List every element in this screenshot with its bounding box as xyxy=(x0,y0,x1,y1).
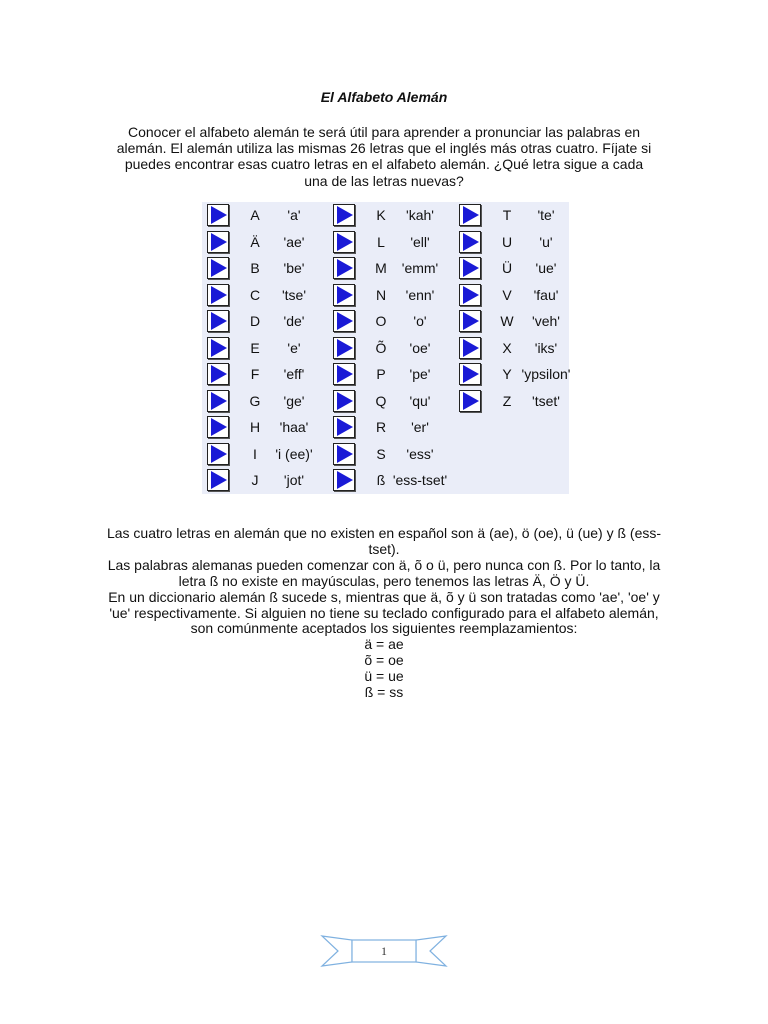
play-audio-button[interactable] xyxy=(333,284,355,306)
play-icon xyxy=(463,392,479,410)
alphabet-entry xyxy=(328,310,444,337)
alphabet-entry xyxy=(328,231,444,258)
letter-pronunciation: 'u' xyxy=(539,233,553,250)
alphabet-entry xyxy=(202,310,318,337)
play-audio-button[interactable] xyxy=(207,310,229,332)
alphabet-letter: B xyxy=(250,260,260,276)
play-icon xyxy=(337,339,353,357)
letter-pronunciation: 'o' xyxy=(413,313,427,329)
intro-paragraph: Conocer el alfabeto alemán te será útil para aprender a pronunciar las palabras en alemán. El alemán utiliza las mismas 26 letras que el inglés más otras cuatro. Fíjate si puedes encontrar esas cuatro letras en el alfabeto alemán. ¿Qué letra sigue a cada una de las letras nuevas? xyxy=(116,124,652,189)
alphabet-letter: W xyxy=(500,313,514,329)
alphabet-letter: F xyxy=(250,366,260,382)
play-audio-button[interactable] xyxy=(207,257,229,279)
alphabet-entry xyxy=(202,257,318,284)
play-icon xyxy=(337,365,353,383)
letter-pronunciation: 'ess' xyxy=(406,445,434,462)
play-audio-button[interactable] xyxy=(207,363,229,385)
play-audio-button[interactable] xyxy=(459,310,481,332)
alphabet-entry xyxy=(328,390,444,417)
page-number: 1 xyxy=(381,944,387,958)
play-icon xyxy=(211,445,227,463)
play-icon xyxy=(211,206,227,224)
body-paragraph: En un diccionario alemán ß sucede s, mientras que ä, õ y ü son tratadas como 'ae', 'oe' y 'ue' respectivamente. Si alguien no tiene su teclado configurado para el alfabeto alemán, son comúnmente aceptados los siguientes reemplazamientos: xyxy=(108,588,660,637)
alphabet-entry xyxy=(454,337,570,364)
alphabet-letter: Ü xyxy=(501,260,513,276)
alphabet-letter: Õ xyxy=(375,339,387,356)
alphabet-letter: ß xyxy=(376,472,386,488)
play-icon xyxy=(211,312,227,330)
explanation-text xyxy=(104,526,664,701)
play-audio-button[interactable] xyxy=(459,231,481,253)
alphabet-entry xyxy=(202,469,318,496)
play-audio-button[interactable] xyxy=(459,390,481,412)
play-audio-button[interactable] xyxy=(333,257,355,279)
play-icon xyxy=(337,471,353,489)
play-audio-button[interactable] xyxy=(207,390,229,412)
alphabet-entry xyxy=(202,416,318,443)
play-audio-button[interactable] xyxy=(207,231,229,253)
alphabet-entry xyxy=(454,284,570,311)
play-audio-button[interactable] xyxy=(333,416,355,438)
play-icon xyxy=(337,233,353,251)
alphabet-letter: Y xyxy=(502,366,512,382)
alphabet-entry xyxy=(328,204,444,231)
play-icon xyxy=(337,418,353,436)
play-icon xyxy=(463,233,479,251)
alphabet-letter: M xyxy=(375,260,387,276)
play-icon xyxy=(463,206,479,224)
letter-pronunciation: 'ess-tset' xyxy=(392,472,448,488)
letter-pronunciation: 'te' xyxy=(537,207,555,223)
play-icon xyxy=(211,339,227,357)
play-audio-button[interactable] xyxy=(207,416,229,438)
play-audio-button[interactable] xyxy=(207,284,229,306)
play-icon xyxy=(211,286,227,304)
alphabet-letter: V xyxy=(502,286,512,303)
alphabet-entry xyxy=(328,363,444,390)
alphabet-entry xyxy=(454,231,570,258)
letter-pronunciation: 'tse' xyxy=(281,286,307,303)
alphabet-entry xyxy=(454,257,570,284)
letter-pronunciation: 'iks' xyxy=(534,339,558,356)
play-audio-button[interactable] xyxy=(459,284,481,306)
play-audio-button[interactable] xyxy=(207,204,229,226)
alphabet-letter: N xyxy=(375,286,387,303)
play-audio-button[interactable] xyxy=(459,363,481,385)
play-icon xyxy=(463,365,479,383)
play-audio-button[interactable] xyxy=(333,310,355,332)
play-audio-button[interactable] xyxy=(207,337,229,359)
alphabet-entry xyxy=(202,363,318,390)
letter-pronunciation: 'tset' xyxy=(532,392,560,409)
alphabet-letter: U xyxy=(501,233,513,250)
alphabet-letter: I xyxy=(253,445,257,462)
play-audio-button[interactable] xyxy=(333,469,355,491)
page-footer xyxy=(320,932,448,972)
play-icon xyxy=(211,392,227,410)
letter-pronunciation: 'kah' xyxy=(406,207,434,223)
play-audio-button[interactable] xyxy=(459,204,481,226)
play-audio-button[interactable] xyxy=(459,257,481,279)
alphabet-letter: D xyxy=(249,313,261,329)
alphabet-entry xyxy=(202,390,318,417)
play-audio-button[interactable] xyxy=(333,231,355,253)
letter-pronunciation: 'be' xyxy=(283,260,305,276)
alphabet-entry xyxy=(328,284,444,311)
letter-pronunciation: 'eff' xyxy=(283,366,305,382)
play-icon xyxy=(463,286,479,304)
letter-pronunciation: 'er' xyxy=(411,419,429,435)
play-icon xyxy=(337,206,353,224)
letter-pronunciation: 'ae' xyxy=(283,233,305,250)
alphabet-letter: S xyxy=(376,445,386,462)
alphabet-entry xyxy=(454,204,570,231)
play-icon xyxy=(463,259,479,277)
alphabet-entry xyxy=(202,443,318,470)
letter-pronunciation: 'oe' xyxy=(409,339,431,356)
alphabet-letter: C xyxy=(249,286,261,303)
play-icon xyxy=(211,365,227,383)
letter-pronunciation: 'ell' xyxy=(410,233,430,250)
body-paragraph: õ = oe xyxy=(364,652,404,669)
letter-pronunciation: 'de' xyxy=(283,313,305,329)
letter-pronunciation: 'i (ee)' xyxy=(275,445,313,462)
play-icon xyxy=(337,259,353,277)
play-audio-button[interactable] xyxy=(207,443,229,465)
play-audio-button[interactable] xyxy=(207,469,229,491)
page-title: El Alfabeto Alemán xyxy=(320,89,448,105)
play-audio-button[interactable] xyxy=(333,204,355,226)
alphabet-entry xyxy=(328,416,444,443)
alphabet-letter: Ä xyxy=(250,233,260,250)
play-icon xyxy=(337,445,353,463)
alphabet-letter: L xyxy=(377,233,385,250)
alphabet-letter: O xyxy=(375,313,387,329)
play-audio-button[interactable] xyxy=(333,337,355,359)
play-icon xyxy=(337,392,353,410)
play-icon xyxy=(211,259,227,277)
body-paragraph: Las palabras alemanas pueden comenzar con ä, õ o ü, pero nunca con ß. Por lo tanto, la letra ß no existe en mayúsculas, pero tenemos las letras Ä, Ö y Ü. xyxy=(107,556,661,589)
letter-pronunciation: 'e' xyxy=(287,339,301,356)
alphabet-letter: X xyxy=(502,339,512,356)
alphabet-letter: J xyxy=(251,472,259,488)
alphabet-entry xyxy=(202,337,318,364)
play-icon xyxy=(337,286,353,304)
alphabet-letter: Z xyxy=(502,392,512,409)
alphabet-entry xyxy=(454,310,570,337)
alphabet-letter: H xyxy=(249,419,261,435)
body-paragraph: ß = ss xyxy=(364,684,404,701)
play-icon xyxy=(337,312,353,330)
alphabet-entry xyxy=(454,390,570,417)
alphabet-entry xyxy=(202,284,318,311)
play-audio-button[interactable] xyxy=(459,337,481,359)
alphabet-letter: E xyxy=(250,339,260,356)
alphabet-letter: P xyxy=(376,366,386,382)
alphabet-entry xyxy=(454,363,570,390)
letter-pronunciation: 'enn' xyxy=(405,286,435,303)
alphabet-entry xyxy=(328,443,444,470)
alphabet-letter: T xyxy=(502,207,512,223)
letter-pronunciation: 'ypsilon' xyxy=(521,366,571,382)
letter-pronunciation: 'ue' xyxy=(535,260,557,276)
alphabet-table xyxy=(202,202,569,494)
body-paragraph: ä = ae xyxy=(364,636,404,653)
play-audio-button[interactable] xyxy=(333,443,355,465)
body-paragraph: ü = ue xyxy=(364,668,404,685)
play-icon xyxy=(463,312,479,330)
play-audio-button[interactable] xyxy=(333,363,355,385)
alphabet-letter: G xyxy=(249,392,261,409)
letter-pronunciation: 'veh' xyxy=(532,313,560,329)
letter-pronunciation: 'emm' xyxy=(401,260,439,276)
alphabet-entry xyxy=(202,231,318,258)
letter-pronunciation: 'ge' xyxy=(283,392,305,409)
letter-pronunciation: 'qu' xyxy=(409,392,431,409)
play-audio-button[interactable] xyxy=(333,390,355,412)
letter-pronunciation: 'haa' xyxy=(279,419,309,435)
alphabet-letter: Q xyxy=(375,392,387,409)
body-paragraph: Las cuatro letras en alemán que no existen en español son ä (ae), ö (oe), ü (ue) y ß (ess-tset). xyxy=(106,525,662,557)
alphabet-letter: A xyxy=(250,207,260,223)
alphabet-entry xyxy=(202,204,318,231)
letter-pronunciation: 'a' xyxy=(287,207,301,223)
alphabet-entry xyxy=(328,257,444,284)
alphabet-letter: R xyxy=(375,419,387,435)
alphabet-entry xyxy=(328,469,448,496)
letter-pronunciation: 'pe' xyxy=(409,366,431,382)
alphabet-letter: K xyxy=(376,207,386,223)
letter-pronunciation: 'fau' xyxy=(533,286,559,303)
play-icon xyxy=(211,233,227,251)
alphabet-entry xyxy=(328,337,444,364)
play-icon xyxy=(211,471,227,489)
play-icon xyxy=(463,339,479,357)
play-icon xyxy=(211,418,227,436)
letter-pronunciation: 'jot' xyxy=(283,472,305,488)
